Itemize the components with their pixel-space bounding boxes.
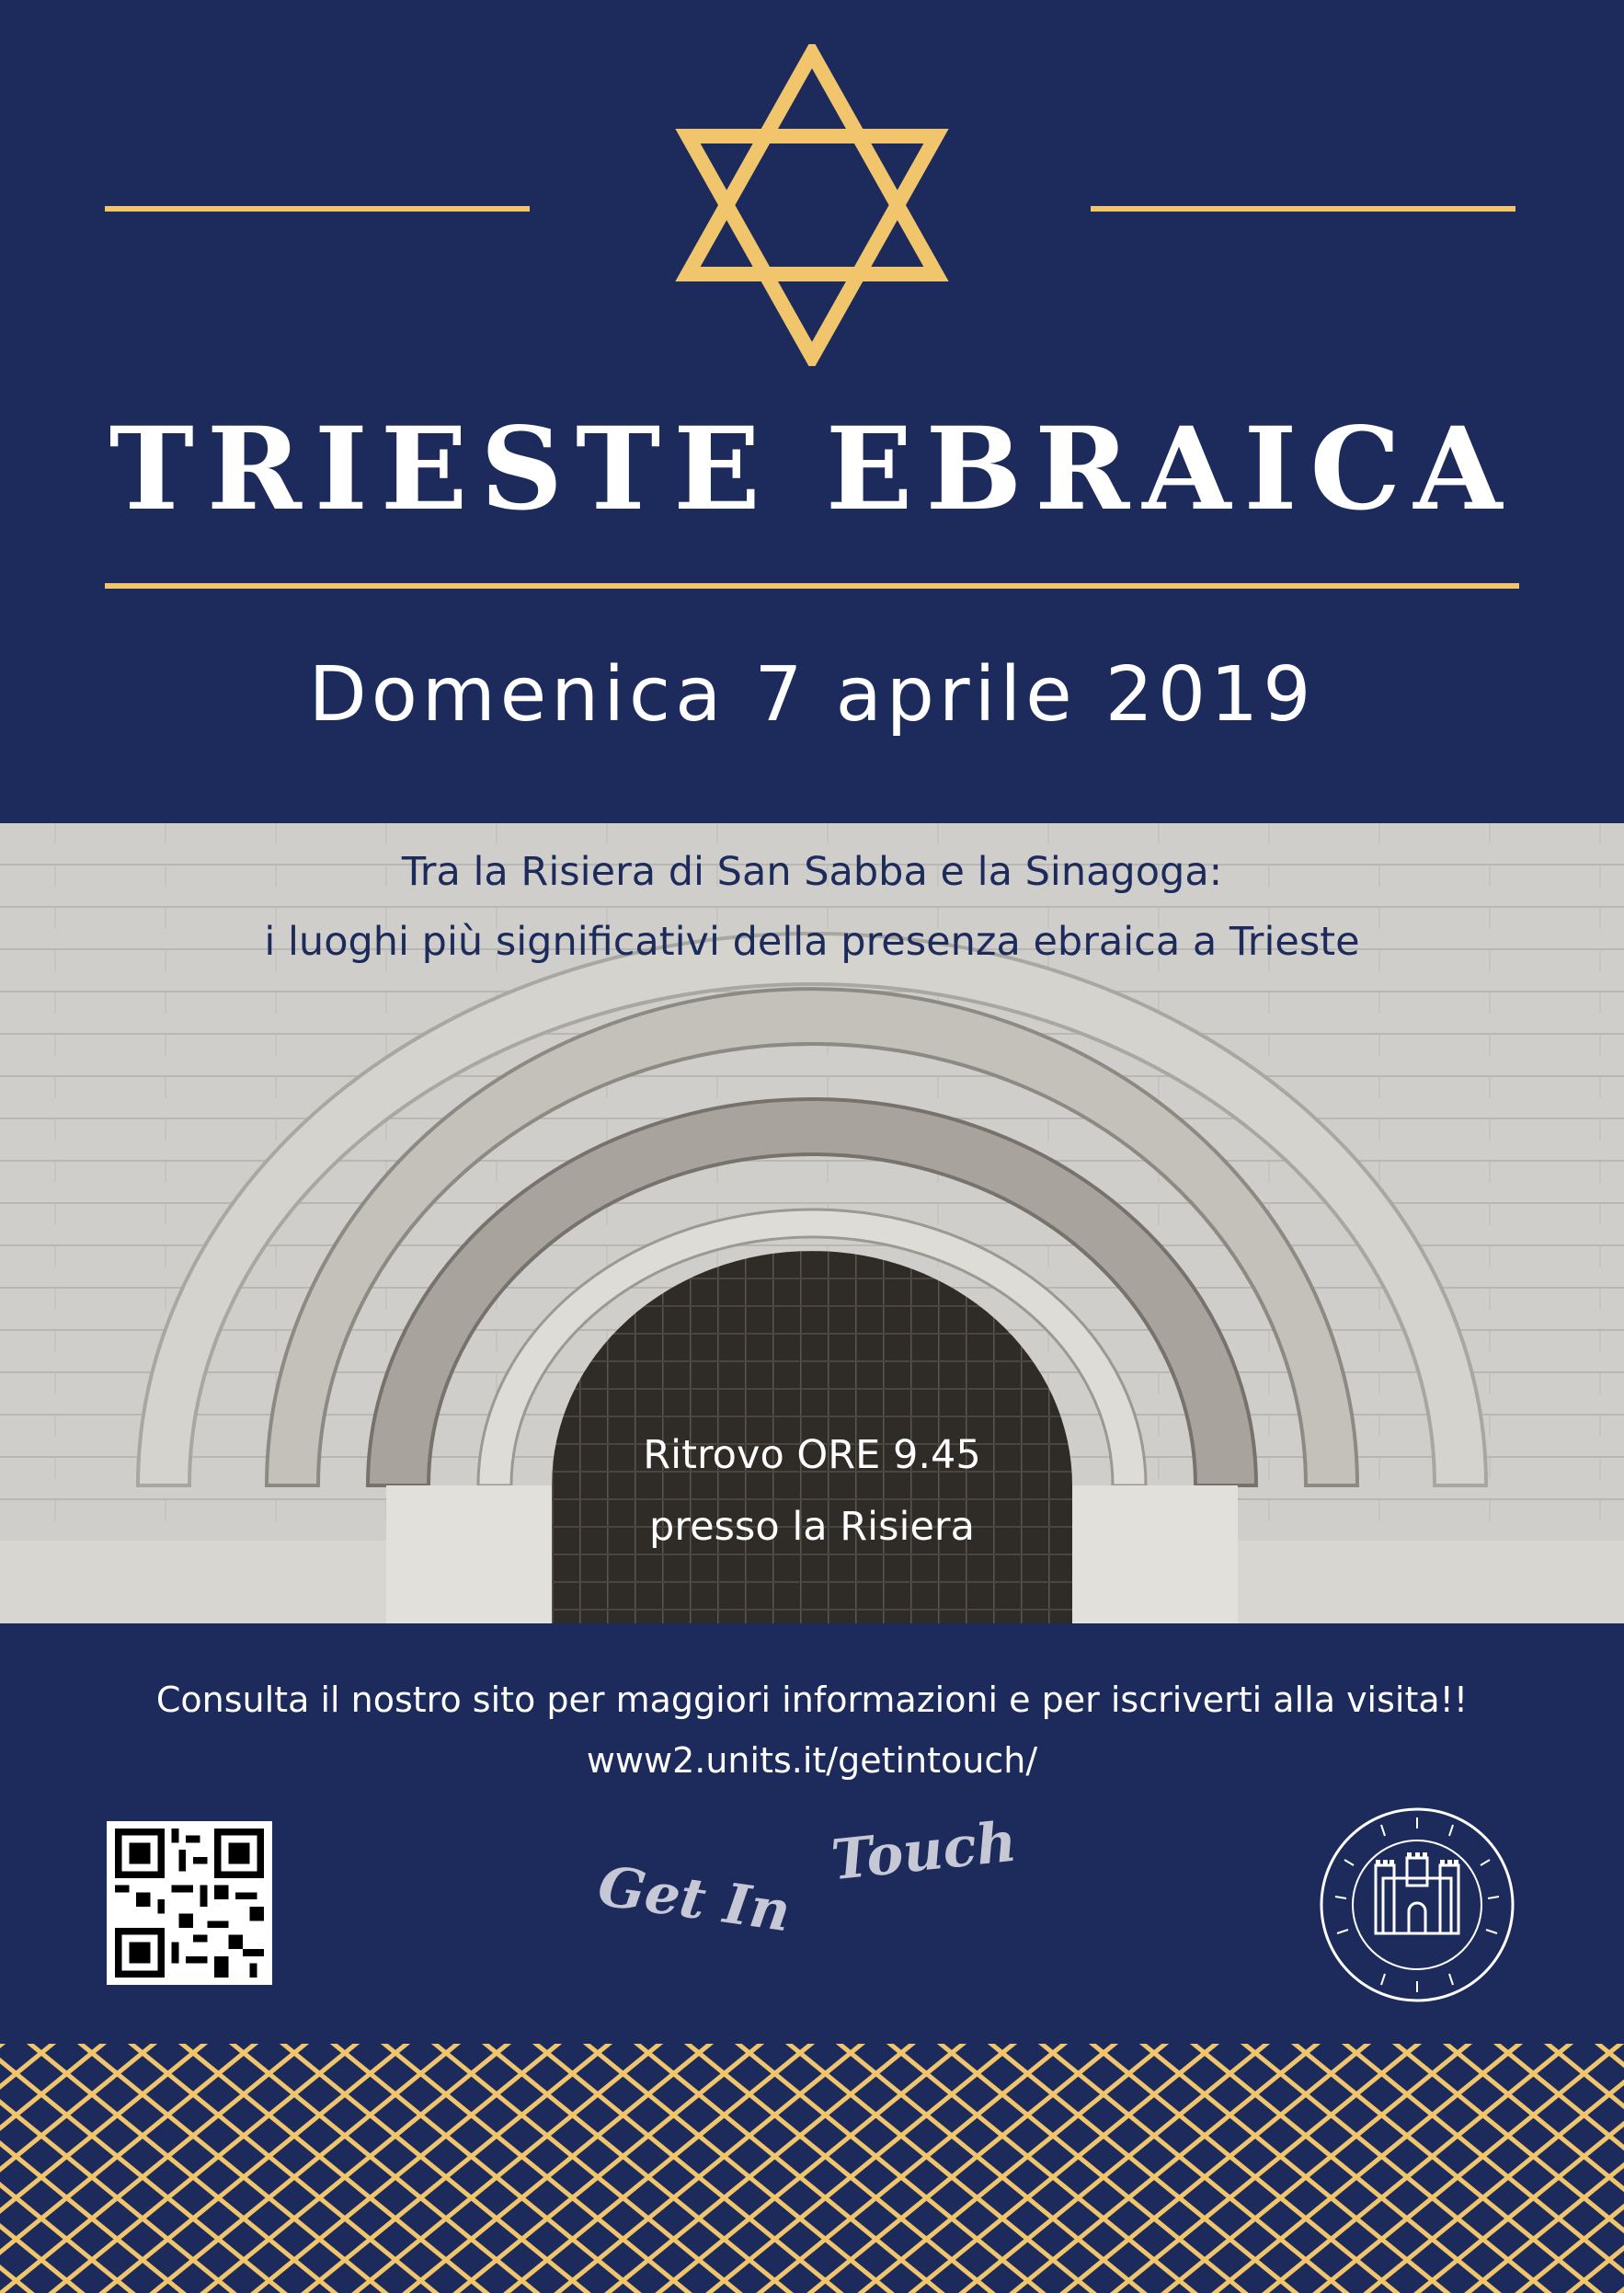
star-of-david-icon <box>671 44 953 366</box>
subtitle-line-2: i luoghi più significativi della presenza ebraica a Trieste <box>264 919 1360 965</box>
page-title: TRIESTE EBRAICA <box>109 403 1515 536</box>
meeting-time: Ritrovo ORE 9.45 <box>643 1432 981 1478</box>
title-underline <box>105 583 1519 589</box>
meeting-info <box>0 1419 1624 1563</box>
lattice-pattern <box>0 2044 1624 2293</box>
qr-code[interactable] <box>107 1821 272 1985</box>
meeting-place: presso la Risiera <box>649 1504 975 1550</box>
website-link[interactable]: www2.units.it/getintouch/ <box>586 1740 1038 1781</box>
info-text <box>0 1669 1624 1791</box>
logo-word-touch: Touch <box>828 1809 1020 1894</box>
header-rule-right <box>1091 206 1515 212</box>
university-seal <box>1317 1805 1517 2005</box>
header-rule-left <box>105 206 530 212</box>
subtitle-line-1: Tra la Risiera di San Sabba e la Sinagoga: <box>401 849 1223 895</box>
get-in-touch-logo <box>581 1810 1032 1966</box>
subtitle <box>0 837 1624 977</box>
logo-word-get-in: Get In <box>594 1853 795 1945</box>
info-line: Consulta il nostro sito per maggiori informazioni e per iscriverti alla visita!! <box>155 1680 1469 1720</box>
event-date: Domenica 7 aprile 2019 <box>308 651 1316 739</box>
